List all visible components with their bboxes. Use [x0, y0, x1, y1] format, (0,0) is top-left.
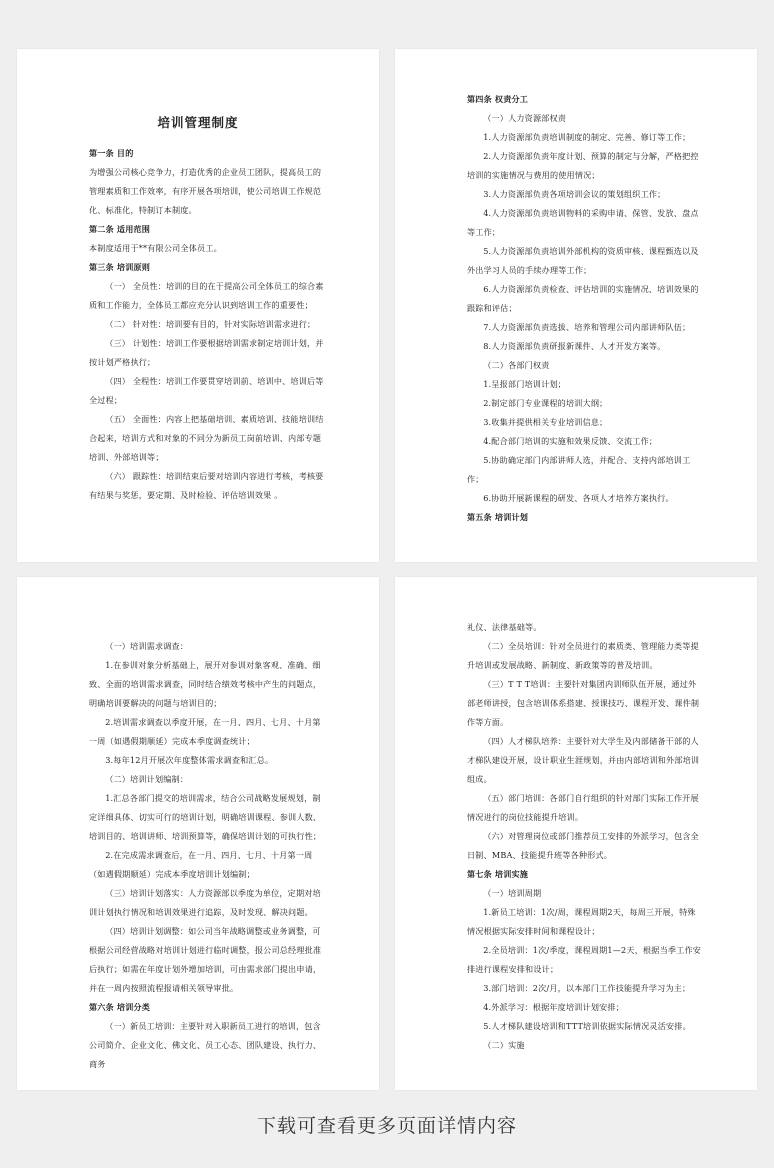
paragraph: 4.配合部门培训的实施和效果反馈、交流工作；: [483, 436, 658, 446]
paragraph: 2.全员培训：1次/季度，课程周期1—2天，根据当季工作安排进行课程安排和设计；: [467, 945, 702, 974]
paragraph: （一）新员工培训：主要针对入职新员工进行的培训，包含公司简介、企业文化、佛文化、员工心态、团队建设、执行力、商务: [89, 1021, 322, 1069]
paragraph: （二）实施: [483, 1040, 525, 1050]
paragraph: （二）全员培训：针对全员进行的素质类、管理能力类等提升培训或发展战略、新制度、新政策等的普及培训。: [467, 641, 699, 670]
paragraph: 3.人力资源部负责各项培训会议的策划组织工作；: [483, 189, 666, 199]
paragraph: （一）培训需求调查：: [105, 641, 189, 651]
paragraph: 8.人力资源部负责研报新课件、人才开发方案等。: [483, 341, 666, 351]
download-more-caption: 下载可查看更多页面详情内容: [256, 1115, 517, 1137]
paragraph: 2.培训需求调查以季度开展，在一月、四月、七月、十月第一周（如遇假期顺延）完成本季度调查统计；: [89, 717, 321, 746]
paragraph: （三）培训计划落实：人力资源部以季度为单位，定期对培训计划执行情况和培训效果进行追踪，及时发现、解决问题。: [89, 888, 321, 917]
paragraph: 1.新员工培训：1次/周，课程周期2天，每周三开展，特殊情况根据实际安排时间和课程设计；: [467, 907, 696, 936]
paragraph: （二） 针对性：培训要有目的，针对实际培训需求进行；: [105, 319, 316, 329]
paragraph: 5.人力资源部负责培训外部机构的资质审核、课程甄选以及外出学习人员的手续办理等工作；: [467, 246, 699, 275]
paragraph: （二）培训计划编制：: [105, 774, 189, 784]
document-page-1: [17, 49, 379, 562]
paragraph: 3.部门培训：2次/月，以本部门工作技能提升学习为主；: [483, 983, 691, 993]
paragraph: 5.人才梯队建设培训和TTT培训依据实际情况灵活安排。: [483, 1021, 691, 1031]
paragraph: （一）人力资源部权责: [483, 113, 567, 123]
paragraph: （六）对管理岗位或部门推荐员工安排的外派学习，包含全日制、MBA、技能提升班等各种形式。: [467, 831, 699, 860]
section-heading: 第五条 培训计划: [467, 512, 529, 522]
paragraph: （三） 计划性：培训工作要根据培训需求制定培训计划，并按计划严格执行；: [89, 338, 324, 367]
paragraph: 礼仪、法律基础等。: [467, 622, 542, 632]
section-heading: 第二条 适用范围: [89, 224, 151, 234]
document-title: 培训管理制度: [157, 115, 239, 130]
paragraph: 6.人力资源部负责检查、评估培训的实施情况、培训效果的跟踪和评估；: [467, 284, 699, 313]
paragraph: 4.外派学习：根据年度培训计划安排；: [483, 1002, 625, 1012]
page-content: [467, 618, 703, 1055]
paragraph: 本制度适用于**有限公司全体员工。: [89, 243, 222, 253]
paragraph: 6.协助开展新课程的研发、各项人才培养方案执行。: [483, 493, 674, 503]
paragraph: 2.人力资源部负责年度计划、预算的制定与分解，严格把控培训的实施情况与费用的使用情况；: [467, 151, 699, 180]
paragraph: （五）部门培训：各部门自行组织的针对部门实际工作开展情况进行的岗位技能提升培训。: [467, 793, 699, 822]
paragraph: [89, 618, 325, 637]
page-content: [89, 144, 325, 505]
paragraph: 5.协助确定部门内部讲师人选，并配合、支持内部培训工作；: [467, 455, 691, 484]
paragraph: 1.汇总各部门提交的培训需求，结合公司战略发展规划，制定详细具体、切实可行的培训计划，明确培训课程、参训人数、培训目的、培训讲师、培训预算等，确保培训计划的可执行性；: [89, 793, 322, 841]
section-heading: 第一条 目的: [89, 148, 134, 158]
paragraph: 2.在完成需求调查后，在一月、四月、七月、十月第一周（如遇假期顺延）完成本季度培训计划编制；: [89, 850, 313, 879]
paragraph: （二）各部门权责: [483, 360, 550, 370]
document-page-4: [395, 577, 757, 1090]
document-page-2: [395, 49, 757, 562]
paragraph: （三）T T T培训：主要针对集团内训师队伍开展，通过外部老师讲授，包含培训体系搭建、授课技巧、课程开发、课件制作等方面。: [467, 679, 700, 727]
paragraph: 7.人力资源部负责选拔、培养和管理公司内部讲师队伍；: [483, 322, 691, 332]
paragraph: （一）培训周期: [483, 888, 542, 898]
document-page-3: [17, 577, 379, 1090]
paragraph: （一） 全员性：培训的目的在于提高公司全体员工的综合素质和工作能力，全体员工都应充分认识到培训工作的重要性；: [89, 281, 324, 310]
paragraph: （四） 全程性：培训工作要贯穿培训前、培训中、培训后等全过程；: [89, 376, 324, 405]
paragraph: （六） 跟踪性：培训结束后要对培训内容进行考核，考核要有结果与奖惩，要定期、及时检验、评估培训效果 。: [89, 471, 324, 500]
paragraph: （五） 全面性：内容上把基础培训、素质培训、技能培训结合起来，培训方式和对象的不同分为新员工岗前培训、内部专题培训、外部培训等；: [89, 414, 324, 462]
paragraph: 3.每年12月开展次年度整体需求调查和汇总。: [105, 755, 274, 765]
paragraph: 4.人力资源部负责培训物料的采购申请、保管、发放、盘点等工作；: [467, 208, 699, 237]
section-heading: 第四条 权责分工: [467, 94, 529, 104]
page-content: [467, 90, 703, 527]
paragraph: 为增强公司核心竞争力，打造优秀的企业员工团队，提高员工的管理素质和工作效率，有序开展各项培训，使公司培训工作规范化、标准化，特制订本制度。: [89, 167, 322, 215]
paragraph: （四）培训计划调整：如公司当年战略调整或业务调整，可根据公司经营战略对培训计划进行临时调整，报公司总经理批准后执行；如需在年度计划外增加培训，可由需求部门提出申请，并在一周内按照流程报请相关领导审批。: [89, 926, 322, 993]
section-heading: 第七条 培训实施: [467, 869, 529, 879]
section-heading: 第六条 培训分类: [89, 1002, 151, 1012]
paragraph: 2.制定部门专业课程的培训大纲；: [483, 398, 608, 408]
paragraph: 3.收集并提供相关专业培训信息；: [483, 417, 608, 427]
paragraph: 1.在参训对象分析基础上，展开对参训对象客观、准确、细致、全面的培训需求调查，同时结合绩效考核中产生的问题点，明确培训要解决的问题与培训目的；: [89, 660, 322, 708]
paragraph: 1.呈报部门培训计划；: [483, 379, 566, 389]
paragraph: 1.人力资源部负责培训制度的制定、完善、修订等工作；: [483, 132, 691, 142]
section-heading: 第三条 培训原则: [89, 262, 151, 272]
paragraph: （四）人才梯队培养：主要针对大学生及内部储备干部的人才梯队建设开展，设计职业生涯规划，并由内部培训和外部培训组成。: [467, 736, 700, 784]
page-content: [89, 618, 325, 1074]
